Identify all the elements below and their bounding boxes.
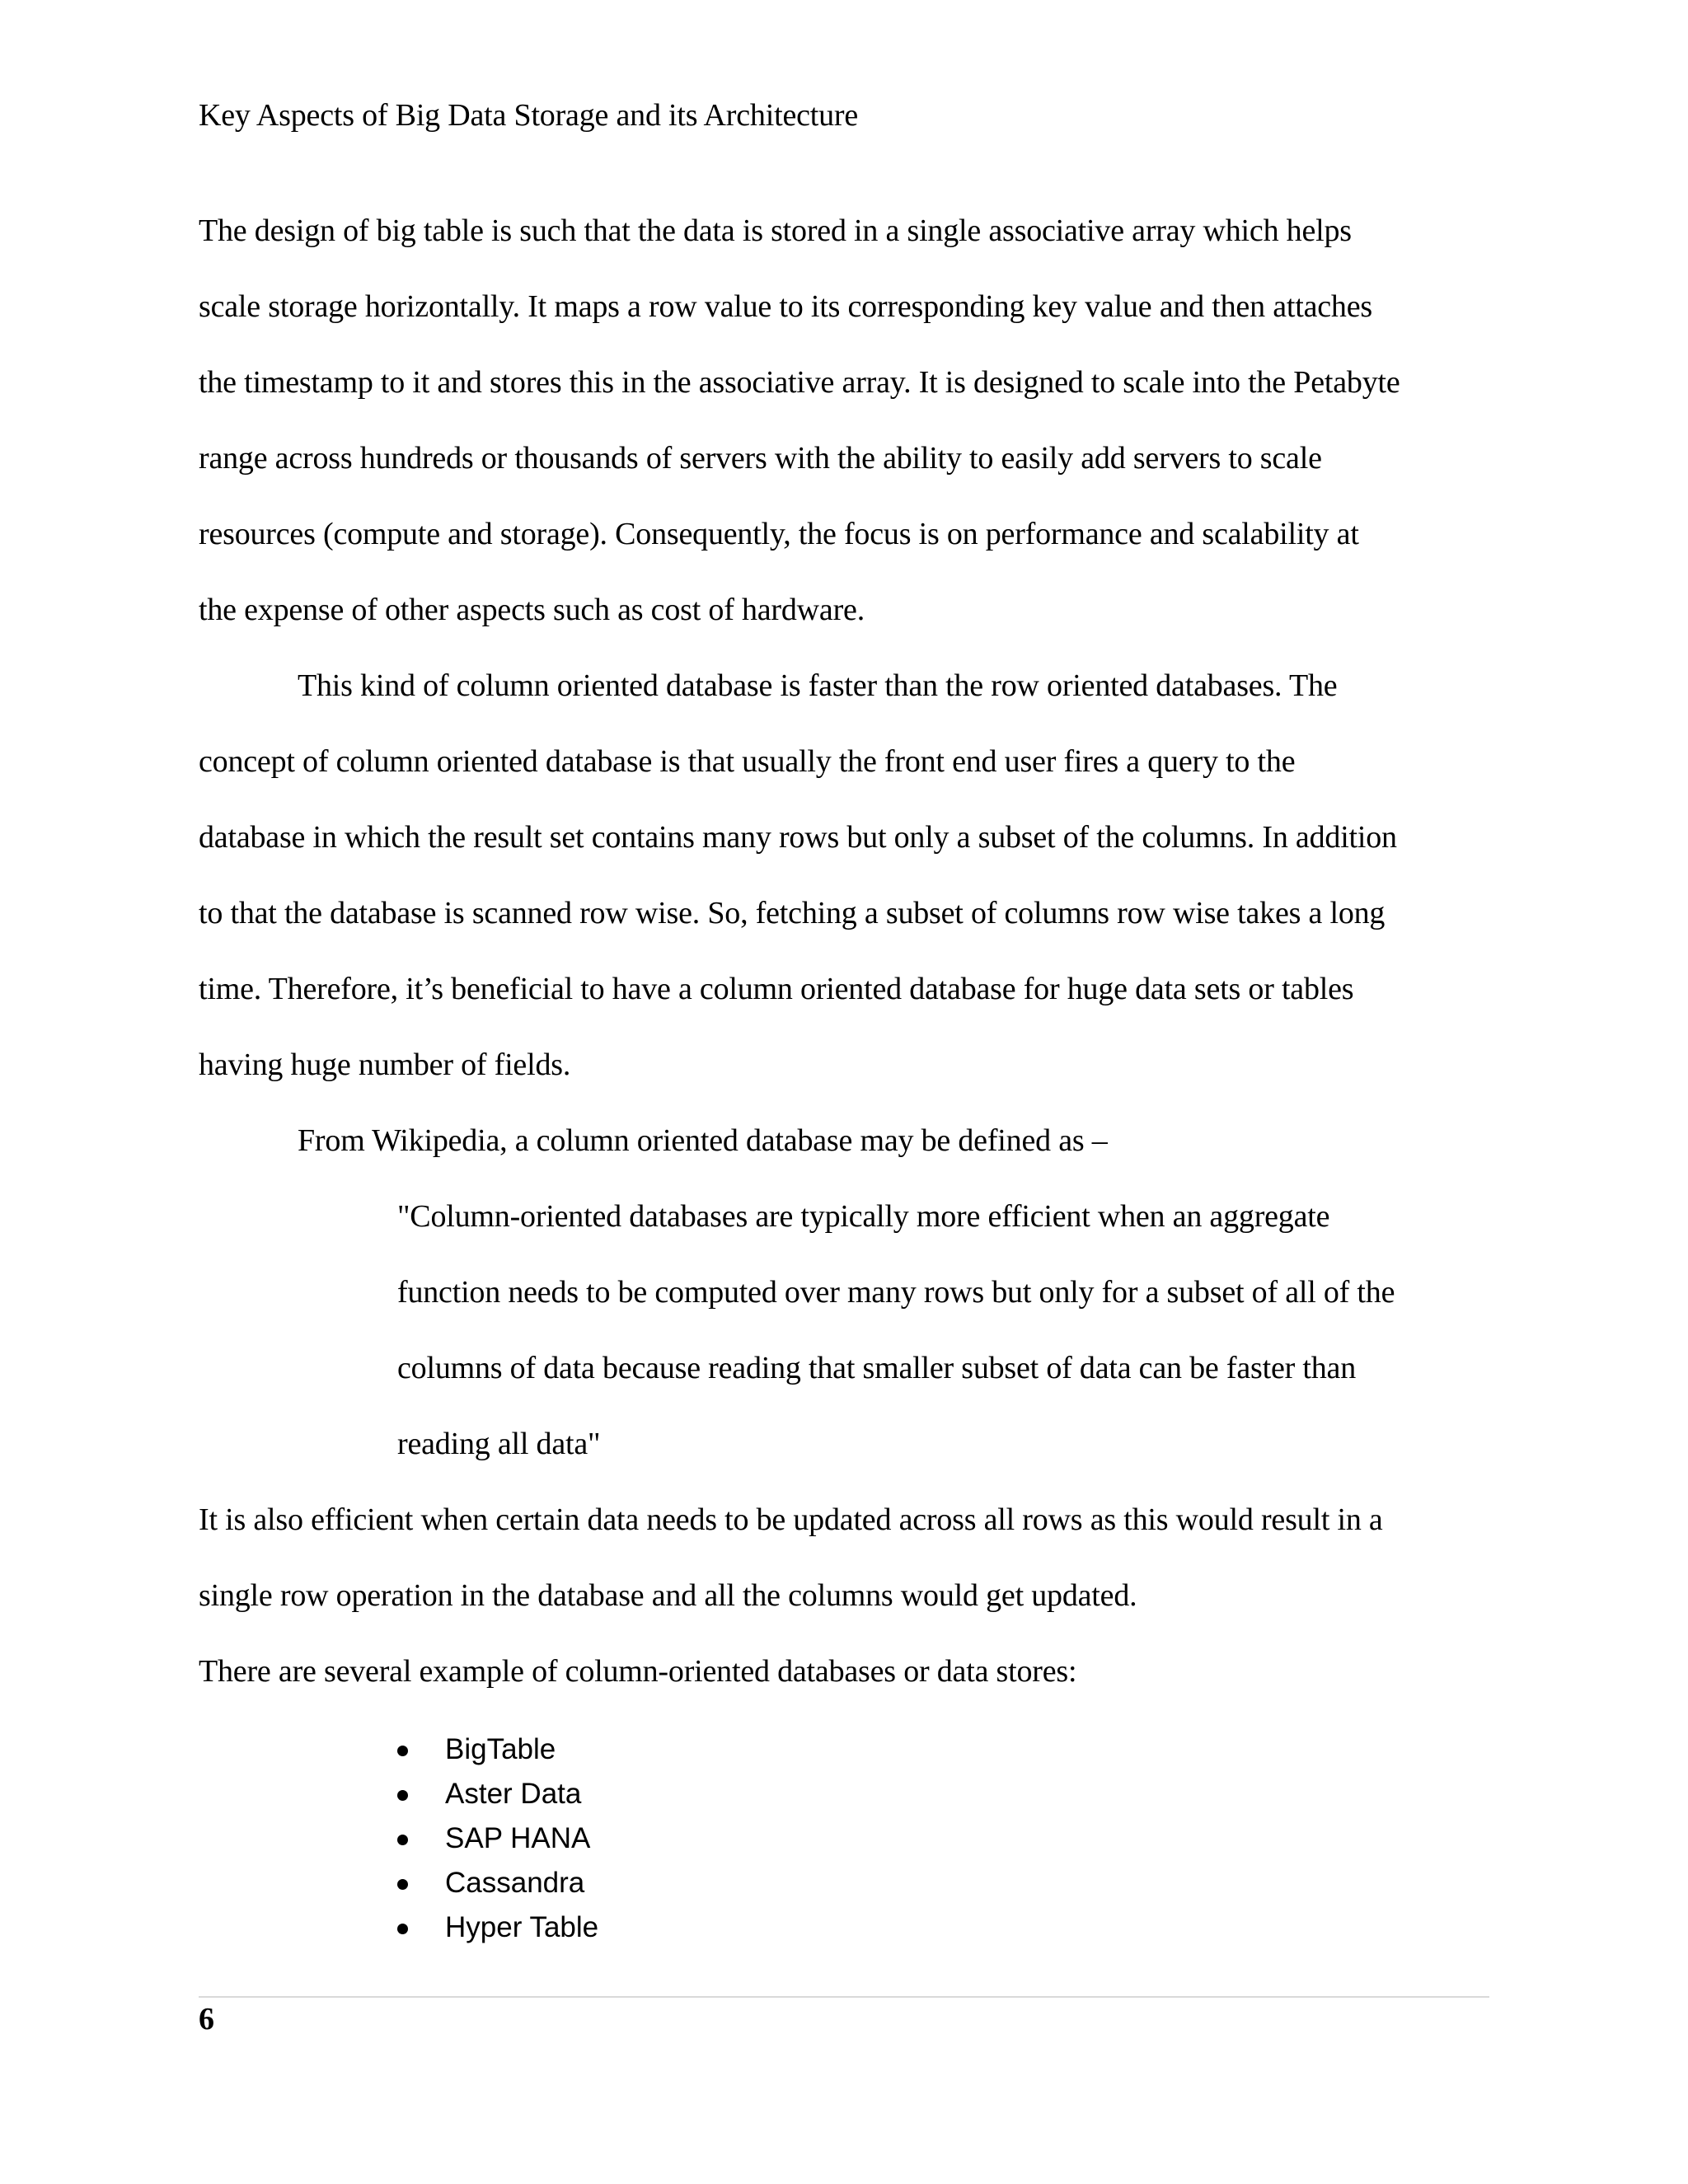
text-line: single row operation in the database and all the columns would get updated. [199,1578,1137,1613]
page-number: 6 [199,2002,214,2036]
text-line: range across hundreds or thousands of servers with the ability to easily add servers to scale [199,441,1322,476]
paragraph-efficiency [199,1495,1501,1647]
list-item-label: Aster Data [445,1778,582,1810]
text-line: database in which the result set contains many rows but only a subset of the columns. In addition [199,820,1397,855]
list-item-label: Hyper Table [445,1911,599,1943]
text-line: The design of big table is such that the data is stored in a single associative array which helps [199,213,1352,248]
paragraph-column-oriented [199,661,1501,1116]
text-line: time. Therefore, it’s beneficial to have a column oriented database for huge data sets or tables [199,972,1354,1006]
text-line: resources (compute and storage). Consequently, the focus is on performance and scalability at [199,517,1359,551]
bullet-icon [397,1790,408,1801]
footer-divider [199,1996,1489,1998]
text-line: concept of column oriented database is that usually the front end user fires a query to the [199,744,1296,779]
running-header: Key Aspects of Big Data Storage and its Architecture [199,98,859,133]
bullet-icon [397,1924,408,1934]
bullet-icon [397,1746,408,1756]
quote-intro: From Wikipedia, a column oriented database may be defined as – [298,1123,1108,1158]
block-quote [199,1192,1501,1495]
paragraph-big-table-design [199,206,1501,661]
list-item [392,1816,598,1861]
list-item [392,1905,598,1950]
text-line: scale storage horizontally. It maps a row value to its corresponding key value and then attaches [199,289,1372,324]
quote-line: reading all data" [397,1427,601,1461]
quote-line: function needs to be computed over many rows but only for a subset of all of the [397,1275,1395,1310]
list-item-label: BigTable [445,1733,556,1765]
text-line: the expense of other aspects such as cost of hardware. [199,593,865,627]
bullet-icon [397,1835,408,1845]
list-item [392,1772,598,1816]
text-line: having huge number of fields. [199,1047,571,1082]
text-line: the timestamp to it and stores this in the associative array. It is designed to scale into the Petabyte [199,365,1400,400]
list-item [392,1727,598,1772]
list-item-label: SAP HANA [445,1822,591,1854]
text-line: It is also efficient when certain data needs to be updated across all rows as this would result in a [199,1502,1383,1537]
quote-line: columns of data because reading that smaller subset of data can be faster than [397,1351,1356,1385]
quote-line: "Column-oriented databases are typically more efficient when an aggregate [397,1199,1330,1234]
text-line: This kind of column oriented database is faster than the row oriented databases. The [298,668,1338,703]
body-text [199,206,1501,1722]
text-line: to that the database is scanned row wise. So, fetching a subset of columns row wise takes a long [199,896,1386,930]
examples-list [392,1727,598,1950]
bullet-icon [397,1879,408,1890]
list-item-label: Cassandra [445,1867,585,1899]
list-item [392,1861,598,1905]
list-intro: There are several example of column-oriented databases or data stores: [199,1654,1077,1689]
